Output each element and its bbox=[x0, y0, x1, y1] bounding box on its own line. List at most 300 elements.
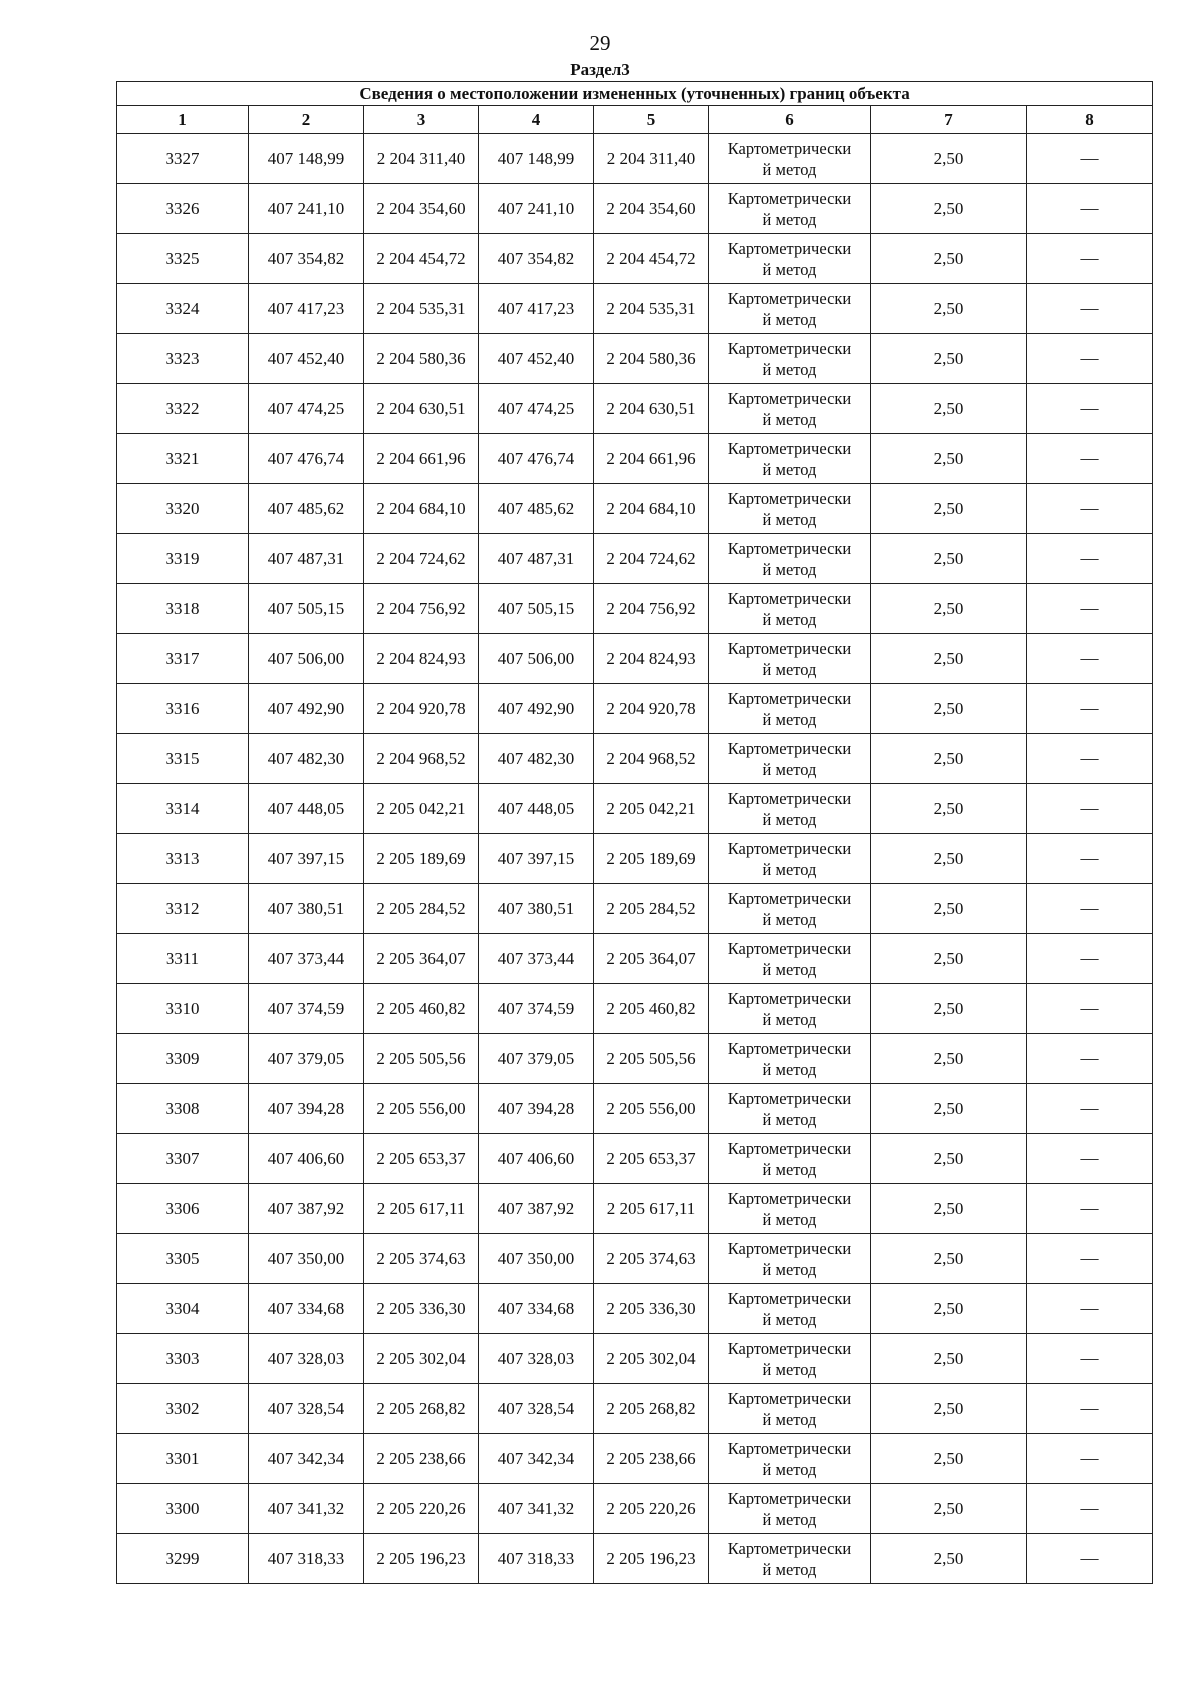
y-coordinate-refined-cell: 2 204 756,92 bbox=[594, 584, 709, 634]
y-coordinate-refined-cell: 2 205 042,21 bbox=[594, 784, 709, 834]
x-coordinate-cell: 407 417,23 bbox=[249, 284, 364, 334]
table-row bbox=[117, 234, 1153, 284]
empty-mark-cell: — bbox=[1027, 284, 1153, 334]
method-cell bbox=[709, 1234, 871, 1284]
method-cell bbox=[709, 834, 871, 884]
accuracy-cell: 2,50 bbox=[871, 384, 1027, 434]
x-coordinate-cell: 407 452,40 bbox=[249, 334, 364, 384]
x-coordinate-cell: 407 394,28 bbox=[249, 1084, 364, 1134]
y-coordinate-cell: 2 204 684,10 bbox=[364, 484, 479, 534]
x-coordinate-refined-cell: 407 379,05 bbox=[479, 1034, 594, 1084]
y-coordinate-cell: 2 204 661,96 bbox=[364, 434, 479, 484]
y-coordinate-refined-cell: 2 205 284,52 bbox=[594, 884, 709, 934]
empty-mark-cell: — bbox=[1027, 734, 1153, 784]
x-coordinate-cell: 407 148,99 bbox=[249, 134, 364, 184]
method-text-line2: й метод bbox=[762, 509, 817, 529]
x-coordinate-refined-cell: 407 387,92 bbox=[479, 1184, 594, 1234]
accuracy-cell: 2,50 bbox=[871, 334, 1027, 384]
y-coordinate-cell: 2 204 824,93 bbox=[364, 634, 479, 684]
y-coordinate-cell: 2 204 454,72 bbox=[364, 234, 479, 284]
method-text-line2: й метод bbox=[762, 559, 817, 579]
x-coordinate-refined-cell: 407 505,15 bbox=[479, 584, 594, 634]
method-text-line2: й метод bbox=[762, 609, 817, 629]
method-text-line1: Картометрически bbox=[727, 1538, 852, 1558]
x-coordinate-cell: 407 406,60 bbox=[249, 1134, 364, 1184]
accuracy-cell: 2,50 bbox=[871, 1234, 1027, 1284]
point-number-cell: 3320 bbox=[117, 484, 249, 534]
column-number: 8 bbox=[1027, 106, 1153, 134]
method-cell bbox=[709, 284, 871, 334]
method-text-line1: Картометрически bbox=[727, 488, 852, 508]
empty-mark-cell: — bbox=[1027, 484, 1153, 534]
y-coordinate-refined-cell: 2 204 724,62 bbox=[594, 534, 709, 584]
method-text-line2: й метод bbox=[762, 809, 817, 829]
x-coordinate-refined-cell: 407 342,34 bbox=[479, 1434, 594, 1484]
y-coordinate-refined-cell: 2 205 220,26 bbox=[594, 1484, 709, 1534]
empty-mark-cell: — bbox=[1027, 384, 1153, 434]
method-cell bbox=[709, 984, 871, 1034]
y-coordinate-cell: 2 205 284,52 bbox=[364, 884, 479, 934]
y-coordinate-refined-cell: 2 205 196,23 bbox=[594, 1534, 709, 1584]
empty-mark-cell: — bbox=[1027, 1334, 1153, 1384]
y-coordinate-cell: 2 205 238,66 bbox=[364, 1434, 479, 1484]
table-row bbox=[117, 484, 1153, 534]
table-body bbox=[117, 134, 1153, 1584]
accuracy-cell: 2,50 bbox=[871, 934, 1027, 984]
point-number-cell: 3309 bbox=[117, 1034, 249, 1084]
x-coordinate-cell: 407 482,30 bbox=[249, 734, 364, 784]
point-number-cell: 3312 bbox=[117, 884, 249, 934]
method-text-line1: Картометрически bbox=[727, 1288, 852, 1308]
point-number-cell: 3303 bbox=[117, 1334, 249, 1384]
table-row bbox=[117, 1134, 1153, 1184]
y-coordinate-cell: 2 205 196,23 bbox=[364, 1534, 479, 1584]
method-text-line2: й метод bbox=[762, 209, 817, 229]
y-coordinate-cell: 2 205 617,11 bbox=[364, 1184, 479, 1234]
y-coordinate-refined-cell: 2 204 580,36 bbox=[594, 334, 709, 384]
y-coordinate-cell: 2 205 505,56 bbox=[364, 1034, 479, 1084]
method-cell bbox=[709, 584, 871, 634]
method-text-line2: й метод bbox=[762, 909, 817, 929]
y-coordinate-cell: 2 205 042,21 bbox=[364, 784, 479, 834]
x-coordinate-refined-cell: 407 328,03 bbox=[479, 1334, 594, 1384]
x-coordinate-refined-cell: 407 328,54 bbox=[479, 1384, 594, 1434]
point-number-cell: 3314 bbox=[117, 784, 249, 834]
accuracy-cell: 2,50 bbox=[871, 184, 1027, 234]
x-coordinate-cell: 407 374,59 bbox=[249, 984, 364, 1034]
table-row bbox=[117, 984, 1153, 1034]
x-coordinate-refined-cell: 407 318,33 bbox=[479, 1534, 594, 1584]
table-row bbox=[117, 934, 1153, 984]
x-coordinate-refined-cell: 407 492,90 bbox=[479, 684, 594, 734]
table-row bbox=[117, 1184, 1153, 1234]
method-text-line2: й метод bbox=[762, 259, 817, 279]
x-coordinate-cell: 407 379,05 bbox=[249, 1034, 364, 1084]
accuracy-cell: 2,50 bbox=[871, 484, 1027, 534]
y-coordinate-refined-cell: 2 205 364,07 bbox=[594, 934, 709, 984]
table-row bbox=[117, 734, 1153, 784]
method-cell bbox=[709, 784, 871, 834]
table-row bbox=[117, 884, 1153, 934]
empty-mark-cell: — bbox=[1027, 634, 1153, 684]
y-coordinate-refined-cell: 2 205 617,11 bbox=[594, 1184, 709, 1234]
method-cell bbox=[709, 934, 871, 984]
method-text-line2: й метод bbox=[762, 1459, 817, 1479]
method-cell bbox=[709, 634, 871, 684]
x-coordinate-cell: 407 341,32 bbox=[249, 1484, 364, 1534]
method-text-line1: Картометрически bbox=[727, 1038, 852, 1058]
y-coordinate-refined-cell: 2 205 268,82 bbox=[594, 1384, 709, 1434]
method-text-line1: Картометрически bbox=[727, 838, 852, 858]
method-text-line2: й метод bbox=[762, 1009, 817, 1029]
empty-mark-cell: — bbox=[1027, 884, 1153, 934]
x-coordinate-cell: 407 328,54 bbox=[249, 1384, 364, 1434]
y-coordinate-refined-cell: 2 204 920,78 bbox=[594, 684, 709, 734]
method-cell bbox=[709, 534, 871, 584]
method-text-line2: й метод bbox=[762, 409, 817, 429]
x-coordinate-refined-cell: 407 334,68 bbox=[479, 1284, 594, 1334]
y-coordinate-cell: 2 204 535,31 bbox=[364, 284, 479, 334]
method-cell bbox=[709, 1334, 871, 1384]
y-coordinate-refined-cell: 2 204 824,93 bbox=[594, 634, 709, 684]
method-cell bbox=[709, 884, 871, 934]
x-coordinate-cell: 407 334,68 bbox=[249, 1284, 364, 1334]
table-row bbox=[117, 1234, 1153, 1284]
y-coordinate-cell: 2 205 336,30 bbox=[364, 1284, 479, 1334]
y-coordinate-cell: 2 205 268,82 bbox=[364, 1384, 479, 1434]
table-row bbox=[117, 1084, 1153, 1134]
table-row bbox=[117, 1384, 1153, 1434]
y-coordinate-refined-cell: 2 205 374,63 bbox=[594, 1234, 709, 1284]
accuracy-cell: 2,50 bbox=[871, 1384, 1027, 1434]
coordinates-table bbox=[116, 81, 1153, 1584]
x-coordinate-refined-cell: 407 241,10 bbox=[479, 184, 594, 234]
accuracy-cell: 2,50 bbox=[871, 1084, 1027, 1134]
method-cell bbox=[709, 1384, 871, 1434]
table-row bbox=[117, 284, 1153, 334]
y-coordinate-cell: 2 205 364,07 bbox=[364, 934, 479, 984]
y-coordinate-refined-cell: 2 204 661,96 bbox=[594, 434, 709, 484]
point-number-cell: 3315 bbox=[117, 734, 249, 784]
y-coordinate-refined-cell: 2 204 630,51 bbox=[594, 384, 709, 434]
accuracy-cell: 2,50 bbox=[871, 1134, 1027, 1184]
x-coordinate-refined-cell: 407 406,60 bbox=[479, 1134, 594, 1184]
y-coordinate-refined-cell: 2 205 336,30 bbox=[594, 1284, 709, 1334]
y-coordinate-refined-cell: 2 204 535,31 bbox=[594, 284, 709, 334]
table-caption: Сведения о местоположении измененных (уточненных) границ объекта bbox=[117, 82, 1153, 106]
x-coordinate-cell: 407 342,34 bbox=[249, 1434, 364, 1484]
point-number-cell: 3305 bbox=[117, 1234, 249, 1284]
accuracy-cell: 2,50 bbox=[871, 734, 1027, 784]
x-coordinate-refined-cell: 407 417,23 bbox=[479, 284, 594, 334]
accuracy-cell: 2,50 bbox=[871, 634, 1027, 684]
empty-mark-cell: — bbox=[1027, 934, 1153, 984]
table-row bbox=[117, 334, 1153, 384]
accuracy-cell: 2,50 bbox=[871, 1434, 1027, 1484]
method-cell bbox=[709, 1134, 871, 1184]
method-text-line2: й метод bbox=[762, 1559, 817, 1579]
y-coordinate-refined-cell: 2 205 505,56 bbox=[594, 1034, 709, 1084]
point-number-cell: 3301 bbox=[117, 1434, 249, 1484]
column-number: 6 bbox=[709, 106, 871, 134]
accuracy-cell: 2,50 bbox=[871, 1184, 1027, 1234]
accuracy-cell: 2,50 bbox=[871, 434, 1027, 484]
method-cell bbox=[709, 1184, 871, 1234]
point-number-cell: 3321 bbox=[117, 434, 249, 484]
table-row bbox=[117, 1284, 1153, 1334]
y-coordinate-refined-cell: 2 205 302,04 bbox=[594, 1334, 709, 1384]
accuracy-cell: 2,50 bbox=[871, 134, 1027, 184]
point-number-cell: 3313 bbox=[117, 834, 249, 884]
method-cell bbox=[709, 1084, 871, 1134]
method-text-line2: й метод bbox=[762, 1309, 817, 1329]
accuracy-cell: 2,50 bbox=[871, 784, 1027, 834]
point-number-cell: 3316 bbox=[117, 684, 249, 734]
method-text-line1: Картометрически bbox=[727, 588, 852, 608]
point-number-cell: 3319 bbox=[117, 534, 249, 584]
method-text-line2: й метод bbox=[762, 659, 817, 679]
point-number-cell: 3326 bbox=[117, 184, 249, 234]
method-cell bbox=[709, 484, 871, 534]
x-coordinate-cell: 407 485,62 bbox=[249, 484, 364, 534]
table-row bbox=[117, 834, 1153, 884]
table-row bbox=[117, 1034, 1153, 1084]
x-coordinate-cell: 407 487,31 bbox=[249, 534, 364, 584]
method-text-line1: Картометрически bbox=[727, 538, 852, 558]
method-text-line1: Картометрически bbox=[727, 138, 852, 158]
accuracy-cell: 2,50 bbox=[871, 684, 1027, 734]
method-text-line1: Картометрически bbox=[727, 1338, 852, 1358]
x-coordinate-refined-cell: 407 397,15 bbox=[479, 834, 594, 884]
accuracy-cell: 2,50 bbox=[871, 1034, 1027, 1084]
method-text-line1: Картометрически bbox=[727, 1088, 852, 1108]
accuracy-cell: 2,50 bbox=[871, 834, 1027, 884]
x-coordinate-refined-cell: 407 350,00 bbox=[479, 1234, 594, 1284]
x-coordinate-cell: 407 492,90 bbox=[249, 684, 364, 734]
empty-mark-cell: — bbox=[1027, 134, 1153, 184]
method-text-line1: Картометрически bbox=[727, 688, 852, 708]
method-cell bbox=[709, 434, 871, 484]
method-text-line1: Картометрически bbox=[727, 738, 852, 758]
accuracy-cell: 2,50 bbox=[871, 1284, 1027, 1334]
empty-mark-cell: — bbox=[1027, 984, 1153, 1034]
method-cell bbox=[709, 184, 871, 234]
table-row bbox=[117, 534, 1153, 584]
method-cell bbox=[709, 384, 871, 434]
y-coordinate-refined-cell: 2 204 684,10 bbox=[594, 484, 709, 534]
x-coordinate-refined-cell: 407 482,30 bbox=[479, 734, 594, 784]
method-text-line1: Картометрически bbox=[727, 188, 852, 208]
point-number-cell: 3311 bbox=[117, 934, 249, 984]
y-coordinate-cell: 2 205 374,63 bbox=[364, 1234, 479, 1284]
accuracy-cell: 2,50 bbox=[871, 284, 1027, 334]
y-coordinate-refined-cell: 2 205 460,82 bbox=[594, 984, 709, 1034]
column-number: 5 bbox=[594, 106, 709, 134]
x-coordinate-cell: 407 474,25 bbox=[249, 384, 364, 434]
accuracy-cell: 2,50 bbox=[871, 884, 1027, 934]
method-text-line1: Картометрически bbox=[727, 788, 852, 808]
empty-mark-cell: — bbox=[1027, 684, 1153, 734]
x-coordinate-refined-cell: 407 476,74 bbox=[479, 434, 594, 484]
method-text-line2: й метод bbox=[762, 1409, 817, 1429]
table-row bbox=[117, 1434, 1153, 1484]
method-text-line2: й метод bbox=[762, 1109, 817, 1129]
accuracy-cell: 2,50 bbox=[871, 984, 1027, 1034]
method-text-line2: й метод bbox=[762, 1209, 817, 1229]
x-coordinate-cell: 407 373,44 bbox=[249, 934, 364, 984]
y-coordinate-refined-cell: 2 205 653,37 bbox=[594, 1134, 709, 1184]
method-cell bbox=[709, 1484, 871, 1534]
y-coordinate-cell: 2 205 653,37 bbox=[364, 1134, 479, 1184]
x-coordinate-cell: 407 380,51 bbox=[249, 884, 364, 934]
y-coordinate-cell: 2 204 756,92 bbox=[364, 584, 479, 634]
column-number: 3 bbox=[364, 106, 479, 134]
table-row bbox=[117, 134, 1153, 184]
method-text-line2: й метод bbox=[762, 959, 817, 979]
point-number-cell: 3307 bbox=[117, 1134, 249, 1184]
point-number-cell: 3324 bbox=[117, 284, 249, 334]
method-cell bbox=[709, 134, 871, 184]
x-coordinate-refined-cell: 407 485,62 bbox=[479, 484, 594, 534]
x-coordinate-cell: 407 505,15 bbox=[249, 584, 364, 634]
empty-mark-cell: — bbox=[1027, 584, 1153, 634]
y-coordinate-refined-cell: 2 204 354,60 bbox=[594, 184, 709, 234]
method-cell bbox=[709, 334, 871, 384]
empty-mark-cell: — bbox=[1027, 1384, 1153, 1434]
table-row bbox=[117, 1334, 1153, 1384]
empty-mark-cell: — bbox=[1027, 534, 1153, 584]
y-coordinate-refined-cell: 2 205 189,69 bbox=[594, 834, 709, 884]
method-text-line2: й метод bbox=[762, 1509, 817, 1529]
x-coordinate-refined-cell: 407 448,05 bbox=[479, 784, 594, 834]
method-text-line1: Картометрически bbox=[727, 1138, 852, 1158]
table-row bbox=[117, 1484, 1153, 1534]
table-row bbox=[117, 684, 1153, 734]
method-cell bbox=[709, 1284, 871, 1334]
x-coordinate-refined-cell: 407 452,40 bbox=[479, 334, 594, 384]
method-cell bbox=[709, 1534, 871, 1584]
point-number-cell: 3323 bbox=[117, 334, 249, 384]
page-number: 29 bbox=[589, 31, 611, 55]
point-number-cell: 3306 bbox=[117, 1184, 249, 1234]
x-coordinate-refined-cell: 407 373,44 bbox=[479, 934, 594, 984]
point-number-cell: 3318 bbox=[117, 584, 249, 634]
y-coordinate-refined-cell: 2 205 238,66 bbox=[594, 1434, 709, 1484]
column-number: 1 bbox=[117, 106, 249, 134]
method-text-line1: Картометрически bbox=[727, 1488, 852, 1508]
method-text-line2: й метод bbox=[762, 359, 817, 379]
method-text-line1: Картометрически bbox=[727, 238, 852, 258]
method-text-line1: Картометрически bbox=[727, 938, 852, 958]
x-coordinate-refined-cell: 407 394,28 bbox=[479, 1084, 594, 1134]
x-coordinate-refined-cell: 407 148,99 bbox=[479, 134, 594, 184]
table-row bbox=[117, 1534, 1153, 1584]
y-coordinate-cell: 2 204 580,36 bbox=[364, 334, 479, 384]
empty-mark-cell: — bbox=[1027, 234, 1153, 284]
method-text-line2: й метод bbox=[762, 159, 817, 179]
method-text-line1: Картометрически bbox=[727, 438, 852, 458]
column-number: 4 bbox=[479, 106, 594, 134]
empty-mark-cell: — bbox=[1027, 1034, 1153, 1084]
method-text-line2: й метод bbox=[762, 1259, 817, 1279]
table-row bbox=[117, 784, 1153, 834]
method-text-line1: Картометрически bbox=[727, 388, 852, 408]
x-coordinate-refined-cell: 407 380,51 bbox=[479, 884, 594, 934]
method-text-line2: й метод bbox=[762, 859, 817, 879]
x-coordinate-cell: 407 350,00 bbox=[249, 1234, 364, 1284]
method-cell bbox=[709, 234, 871, 284]
method-text-line1: Картометрически bbox=[727, 1188, 852, 1208]
method-cell bbox=[709, 734, 871, 784]
point-number-cell: 3308 bbox=[117, 1084, 249, 1134]
accuracy-cell: 2,50 bbox=[871, 234, 1027, 284]
x-coordinate-refined-cell: 407 374,59 bbox=[479, 984, 594, 1034]
method-cell bbox=[709, 684, 871, 734]
y-coordinate-refined-cell: 2 204 311,40 bbox=[594, 134, 709, 184]
empty-mark-cell: — bbox=[1027, 784, 1153, 834]
empty-mark-cell: — bbox=[1027, 334, 1153, 384]
point-number-cell: 3300 bbox=[117, 1484, 249, 1534]
y-coordinate-cell: 2 205 460,82 bbox=[364, 984, 479, 1034]
empty-mark-cell: — bbox=[1027, 184, 1153, 234]
point-number-cell: 3299 bbox=[117, 1534, 249, 1584]
column-number: 2 bbox=[249, 106, 364, 134]
section-title: Раздел3 bbox=[570, 60, 630, 79]
table-row bbox=[117, 434, 1153, 484]
y-coordinate-cell: 2 204 630,51 bbox=[364, 384, 479, 434]
empty-mark-cell: — bbox=[1027, 834, 1153, 884]
method-text-line1: Картометрически bbox=[727, 338, 852, 358]
empty-mark-cell: — bbox=[1027, 1534, 1153, 1584]
x-coordinate-cell: 407 241,10 bbox=[249, 184, 364, 234]
y-coordinate-cell: 2 205 302,04 bbox=[364, 1334, 479, 1384]
x-coordinate-cell: 407 397,15 bbox=[249, 834, 364, 884]
x-coordinate-cell: 407 448,05 bbox=[249, 784, 364, 834]
accuracy-cell: 2,50 bbox=[871, 534, 1027, 584]
method-cell bbox=[709, 1434, 871, 1484]
accuracy-cell: 2,50 bbox=[871, 1484, 1027, 1534]
empty-mark-cell: — bbox=[1027, 1284, 1153, 1334]
method-cell bbox=[709, 1034, 871, 1084]
point-number-cell: 3317 bbox=[117, 634, 249, 684]
method-text-line1: Картометрически bbox=[727, 1438, 852, 1458]
x-coordinate-refined-cell: 407 487,31 bbox=[479, 534, 594, 584]
method-text-line2: й метод bbox=[762, 1059, 817, 1079]
x-coordinate-cell: 407 354,82 bbox=[249, 234, 364, 284]
x-coordinate-cell: 407 328,03 bbox=[249, 1334, 364, 1384]
y-coordinate-refined-cell: 2 205 556,00 bbox=[594, 1084, 709, 1134]
y-coordinate-cell: 2 204 354,60 bbox=[364, 184, 479, 234]
method-text-line1: Картометрически bbox=[727, 1238, 852, 1258]
empty-mark-cell: — bbox=[1027, 1184, 1153, 1234]
y-coordinate-cell: 2 204 724,62 bbox=[364, 534, 479, 584]
empty-mark-cell: — bbox=[1027, 1234, 1153, 1284]
method-text-line1: Картометрически bbox=[727, 1388, 852, 1408]
point-number-cell: 3327 bbox=[117, 134, 249, 184]
accuracy-cell: 2,50 bbox=[871, 1334, 1027, 1384]
empty-mark-cell: — bbox=[1027, 1434, 1153, 1484]
y-coordinate-refined-cell: 2 204 454,72 bbox=[594, 234, 709, 284]
table-row bbox=[117, 634, 1153, 684]
x-coordinate-refined-cell: 407 474,25 bbox=[479, 384, 594, 434]
empty-mark-cell: — bbox=[1027, 1084, 1153, 1134]
accuracy-cell: 2,50 bbox=[871, 584, 1027, 634]
method-text-line1: Картометрически bbox=[727, 638, 852, 658]
x-coordinate-refined-cell: 407 506,00 bbox=[479, 634, 594, 684]
method-text-line1: Картометрически bbox=[727, 888, 852, 908]
x-coordinate-cell: 407 318,33 bbox=[249, 1534, 364, 1584]
y-coordinate-cell: 2 204 311,40 bbox=[364, 134, 479, 184]
